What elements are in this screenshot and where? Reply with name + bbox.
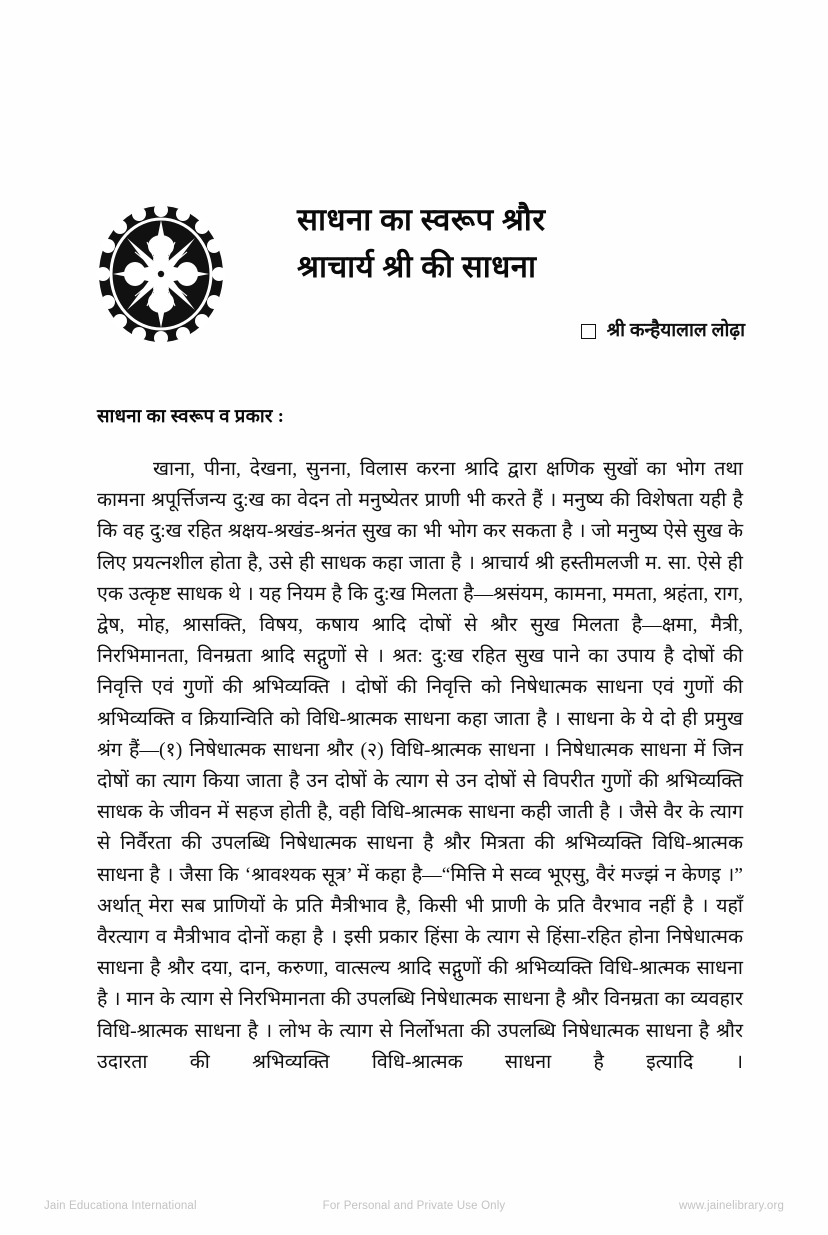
article-body	[97, 404, 743, 1109]
article-title-line-1: साधना का स्वरूप श्रौर	[297, 202, 546, 237]
author-byline	[581, 319, 745, 343]
page-footer	[0, 1196, 828, 1216]
footer-website-url: www.jainelibrary.org	[678, 1200, 784, 1212]
jain-rosette-emblem-icon	[97, 204, 225, 344]
paragraph-text: खाना, पीना, देखना, सुनना, विलास करना श्रादि द्वारा क्षणिक सुखों का भोग तथा कामना श्रपूर्त्तिजन्य दु:ख का वेदन तो मनुष्येतर प्राणी भी करते हैं । मनुष्य की विशेषता यही है कि वह दु:ख रहित श्रक्षय-श्रखंड-श्रनंत सुख का भी भोग कर सकता है । जो मनुष्य ऐसे सुख के लिए प्रयत्नशील होता है, उसे ही साधक कहा जाता है । श्राचार्य श्री हस्तीमलजी म. सा. ऐसे ही एक उत्कृष्ट साधक थे । यह नियम है कि दु:ख मिलता है—श्रसंयम, कामना, ममता, श्रहंता, राग, द्वेष, मोह, श्रासक्ति, विषय, कषाय श्रादि दोषों से श्रौर सुख मिलता है—क्षमा, मैत्री, निरभिमानता, विनम्रता श्रादि सद्गुणों से । श्रत: दु:ख रहित सुख पाने का उपाय है दोषों की निवृत्ति एवं गुणों की श्रभिव्यक्ति । दोषों की निवृत्ति को निषेधात्मक साधना एवं गुणों की श्रभिव्यक्ति व क्रियान्विति को विधि-श्रात्मक साधना कहा जाता है । साधना के ये दो ही प्रमुख श्रंग हैं—(१) निषेधात्मक साधना श्रौर (२) विधि-श्रात्मक साधना । निषेधात्मक साधना में जिन दोषों का त्याग किया जाता है उन दोषों के त्याग से उन दोषों से विपरीत गुणों की श्रभिव्यक्ति साधक के जीवन में सहज होती है, वही विधि-श्रात्मक साधना कही जाती है । जैसे वैर के त्याग से निर्वैरता की उपलब्धि निषेधात्मक साधना है श्रौर मित्रता की श्रभिव्यक्ति विधि-श्रात्मक साधना है । जैसा कि ‘श्रावश्यक सूत्र’ में कहा है—“मित्ति मे सव्व भूएसु, वैरं मज्झं न केणइ ।” अर्थात् मेरा सब प्राणियों के प्रति मैत्रीभाव है, किसी भी प्राणी के प्रति वैरभाव नहीं है । यहाँ वैरत्याग व मैत्रीभाव दोनों कहा है । इसी प्रकार हिंसा के त्याग से हिंसा-रहित होना निषेधात्मक साधना है श्रौर दया, दान, करुणा, वात्सल्य श्रादि सद्गुणों की श्रभिव्यक्ति विधि-श्रात्मक साधना है । मान के त्याग से निरभिमानता की उपलब्धि निषेधात्मक साधना है श्रौर विनम्रता का व्यवहार विधि-श्रात्मक साधना है । लोभ के त्याग से निर्लोभता की उपलब्धि निषेधात्मक साधना है श्रौर उदारता की श्रभिव्यक्ति विधि-श्रात्मक साधना है इत्यादि ।	[97, 459, 743, 1073]
author-name: श्री कन्हैयालाल लोढ़ा	[606, 320, 745, 341]
footer-organization: Jain Educationa International	[44, 1200, 197, 1212]
body-paragraph	[97, 454, 743, 1109]
square-bullet-icon	[581, 324, 596, 339]
article-title-line-2: श्राचार्य श्री की साधना	[297, 249, 537, 284]
section-heading: साधना का स्वरूप व प्रकार :	[97, 407, 285, 427]
footer-usage-notice: For Personal and Private Use Only	[322, 1200, 506, 1212]
article-header	[97, 196, 745, 371]
article-title	[297, 196, 745, 290]
